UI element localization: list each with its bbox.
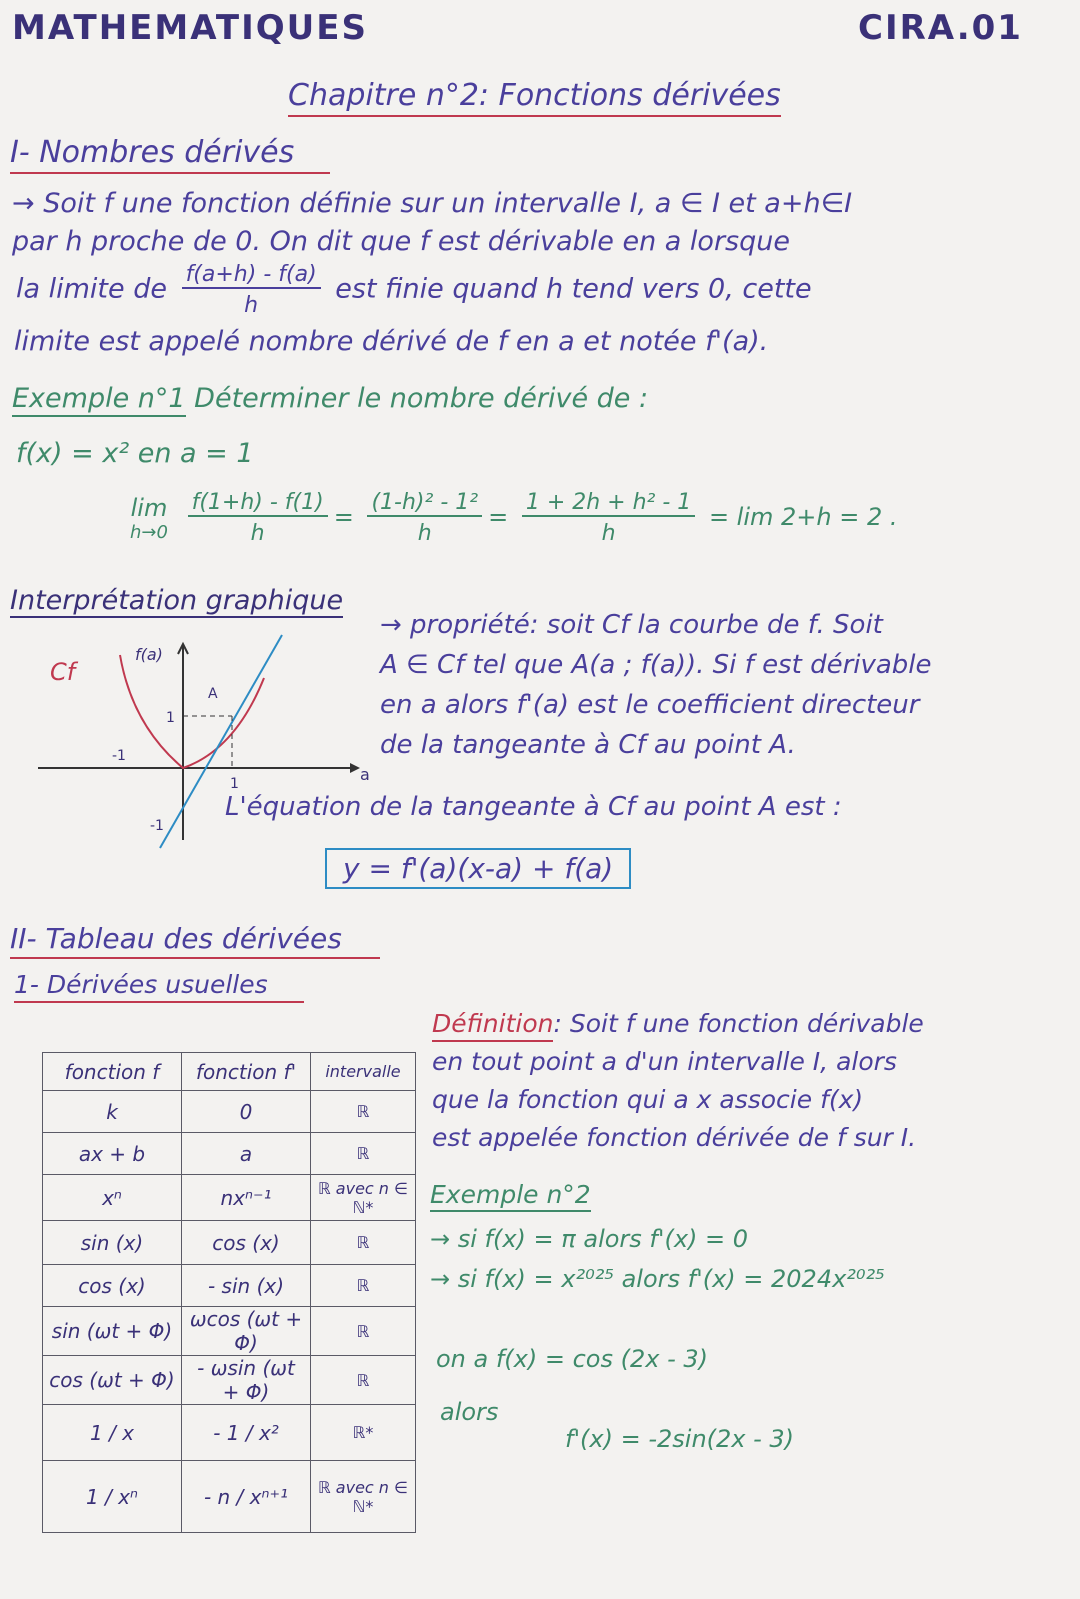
example-2-line-1: → si f(x) = π alors f'(x) = 0 [430,1225,749,1253]
table-cell: ℝ [311,1221,416,1265]
table-cell: cos (x) [182,1221,311,1265]
example-2-title [430,1180,591,1209]
example-1-title: Exemple n°1 [12,383,186,417]
table-cell: ℝ [311,1356,416,1405]
fraction-denominator: h [244,293,259,318]
table-row [43,1133,416,1175]
definition-label: Définition [432,1009,553,1042]
den: h [601,521,616,546]
den: h [250,521,265,546]
limit-fraction-2 [367,490,482,546]
table-cell: cos (x) [43,1265,182,1307]
difference-quotient [182,262,321,318]
table-cell: ax + b [43,1133,182,1175]
definition-line-3-end: est finie quand h tend vers 0, cette [335,273,812,305]
example-2-line-2: → si f(x) = x²⁰²⁵ alors f'(x) = 2024x²⁰²⁵ [430,1265,885,1293]
limit-computation: lim h→0 $\frac{f(1+h) - f(1)}{h}$ = $\frac{\text{(1-h)² - 1²}}{h}$ = $\frac{\text{1 + 2h + h² - 1}}{h}$ = lim 2+h = 2 . [130,490,898,546]
num: (1-h)² - 1² [367,490,482,517]
graph-title: Interprétation graphique [10,585,344,616]
definition-block [432,1005,924,1157]
y-axis-label: f(a) [135,645,163,664]
derivatives-table [42,1052,416,1533]
example-1-text: Déterminer le nombre dérivé de : [194,383,649,414]
example-1 [12,383,648,414]
table-cell: ℝ* [311,1405,416,1461]
definition-text: : Soit f une fonction dérivable [553,1009,924,1038]
section-2-subtitle: 1- Dérivées usuelles [14,970,304,1003]
table-row [43,1175,416,1221]
tick-x-1: 1 [230,776,239,792]
table-row [43,1221,416,1265]
table-row [43,1265,416,1307]
table-cell: 1 / x [43,1405,182,1461]
table-cell: - sin (x) [182,1265,311,1307]
table-row [43,1307,416,1356]
table-header: fonction f [43,1053,182,1091]
property-block [380,605,932,765]
fraction-numerator: f(a+h) - f(a) [182,262,321,289]
example-2-line-3: on a f(x) = cos (2x - 3) [436,1345,709,1373]
table-row [43,1356,416,1405]
definition-line-3: que la fonction qui a x associe f(x) [432,1085,864,1114]
table-cell: nxⁿ⁻¹ [182,1175,311,1221]
example-1-function: f(x) = x² en a = 1 [16,438,254,469]
table-cell: ℝ [311,1091,416,1133]
definition-line-4: limite est appelé nombre dérivé de f en a et notée f'(a). [14,326,769,357]
definition-line-2: en tout point a d'un intervalle I, alors [432,1047,897,1076]
lim-label: lim [130,493,168,522]
x-axis-arrow [350,763,360,773]
table-cell: - ωsin (ωt + Φ) [182,1356,311,1405]
class-heading: CIRA.01 [858,8,1023,48]
den: h [417,521,432,546]
property-line-4: de la tangeante à Cf au point A. [380,730,796,760]
table-cell: 0 [182,1091,311,1133]
point-a-label: A [208,686,218,702]
example-2-label: Exemple n°2 [430,1180,591,1212]
table-header: intervalle [311,1053,416,1091]
table-cell: xⁿ [43,1175,182,1221]
subject-heading: MATHEMATIQUES [12,8,368,48]
num: 1 + 2h + h² - 1 [522,490,695,517]
table-cell: 1 / xⁿ [43,1461,182,1533]
table-cell: - n / xⁿ⁺¹ [182,1461,311,1533]
table-cell: a [182,1133,311,1175]
example-2-line-4: alors [440,1398,499,1426]
curve-cf [120,655,264,768]
limit-fraction-3 [522,490,695,546]
limit-fraction-1 [188,490,328,546]
table-cell: sin (x) [43,1221,182,1265]
definition-line-4: est appelée fonction dérivée de f sur I. [432,1123,917,1152]
table-cell: - 1 / x² [182,1405,311,1461]
lim-sub: h→0 [130,521,168,543]
curve-label: Cf [50,658,76,686]
table-cell: ℝ [311,1265,416,1307]
property-line-3: en a alors f'(a) est le coefficient directeur [380,690,920,720]
definition-line-1 [432,1005,924,1043]
tangent-equation-box: y = f'(a)(x-a) + f(a) [325,848,631,889]
tick-y-1: 1 [166,710,175,726]
table-row [43,1091,416,1133]
tick-y-neg-1: -1 [150,818,164,834]
table-cell: ℝ avec n ∈ ℕ* [311,1461,416,1533]
table-cell: ℝ [311,1307,416,1356]
example-2-line-5: f'(x) = -2sin(2x - 3) [565,1425,795,1453]
table-cell: k [43,1091,182,1133]
table-header-row [43,1053,416,1091]
limit-operator [130,494,168,543]
limit-result: = lim 2+h = 2 . [708,503,898,531]
table-row [43,1461,416,1533]
definition-line-1: → Soit f une fonction définie sur un intervalle I, a ∈ I et a+h∈I [12,188,853,219]
table-cell: sin (ωt + Φ) [43,1307,182,1356]
table-cell: ℝ [311,1133,416,1175]
table-cell: ωcos (ωt + Φ) [182,1307,311,1356]
definition-line-3-start: la limite de [16,273,167,305]
table-cell: cos (ωt + Φ) [43,1356,182,1405]
definition-line-3 [16,262,812,318]
x-axis-label: a [360,765,370,784]
property-line-2: A ∈ Cf tel que A(a ; f(a)). Si f est dérivable [380,650,932,680]
section-1-title: I- Nombres dérivés [10,135,330,174]
definition-line-2: par h proche de 0. On dit que f est dérivable en a lorsque [12,226,790,257]
chapter-title: Chapitre n°2: Fonctions dérivées [288,78,781,117]
num: f(1+h) - f(1) [188,490,328,517]
tick-x-neg-1: -1 [112,748,126,764]
table-row [43,1405,416,1461]
section-2-title: II- Tableau des dérivées [10,922,380,959]
property-line-1: → propriété: soit Cf la courbe de f. Soit [380,610,883,640]
table-header: fonction f' [182,1053,311,1091]
table-cell: ℝ avec n ∈ ℕ* [311,1175,416,1221]
equation-intro: L'équation de la tangeante à Cf au point A est : [225,792,842,822]
